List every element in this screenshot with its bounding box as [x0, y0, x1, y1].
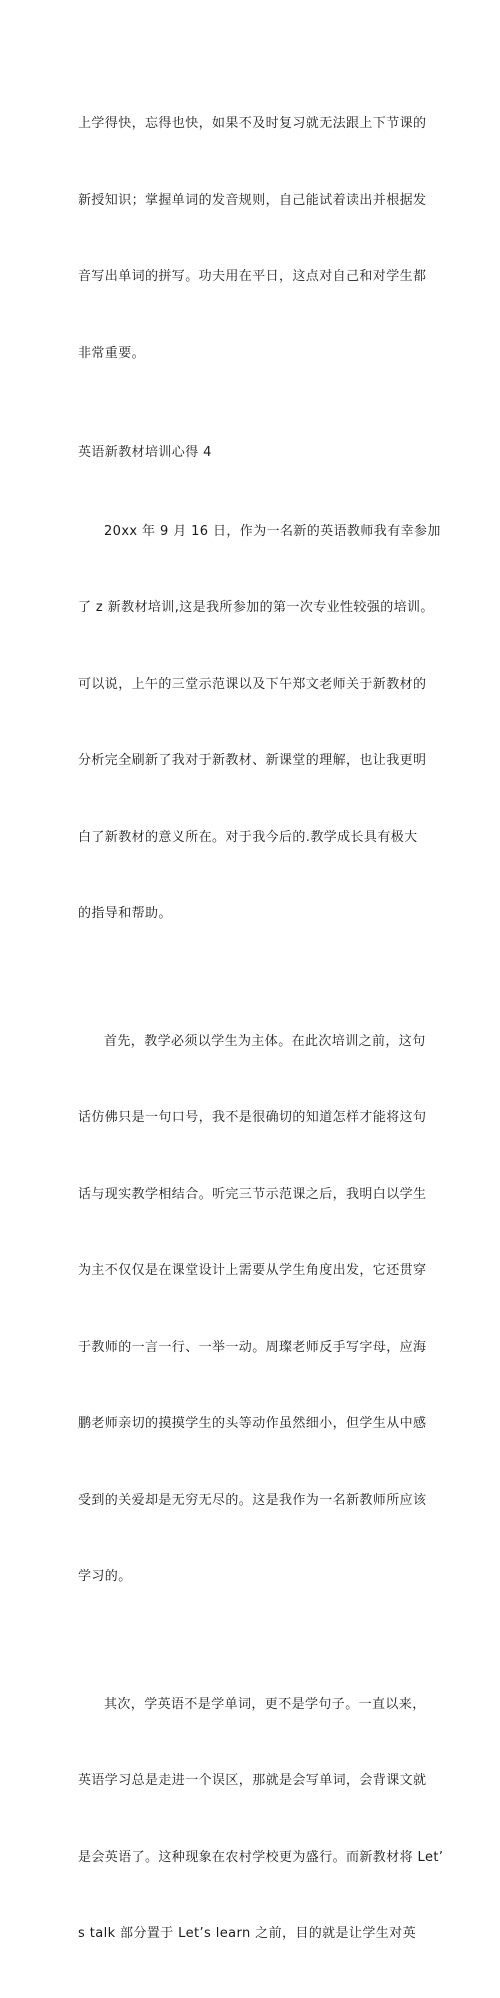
paragraph-1 — [78, 468, 441, 978]
document-body — [78, 60, 444, 1998]
text-line: 受到的关爱却是无穷无尽的。这是我作为一名新教师所应该 — [78, 1492, 427, 1508]
text-line: 了 z 新教材培训,这是我所参加的第一次专业性较强的培训。 — [78, 600, 434, 615]
text-line: 的指导和帮助。 — [78, 906, 172, 921]
text-line: 鹏老师亲切的摸摸学生的头等动作虽然细小，但学生从中感 — [78, 1416, 427, 1431]
text-line: s talk 部分置于 Let’s learn 之前，目的就是让学生对英 — [78, 1926, 416, 1941]
paragraph-3 — [78, 1641, 444, 1998]
text-line: 20xx 年 9 月 16 日，作为一名新的英语教师我有幸参加 — [104, 523, 441, 539]
paragraph-2 — [78, 978, 428, 1641]
text-line: 音写出单词的拼写。功夫用在平日，这点对自己和对学生都 — [78, 269, 427, 284]
text-line: 白了新教材的意义所在。对于我今后的.教学成长具有极大 — [78, 829, 418, 845]
text-line: 分析完全刷新了我对于新教材、新课堂的理解，也让我更明 — [78, 753, 427, 768]
text-line: 可以说，上午的三堂示范课以及下午郑文老师关于新教材的 — [78, 676, 427, 692]
text-line: 首先，教学必须以学生为主体。在此次培训之前，这句 — [104, 1033, 426, 1049]
text-line: 学习的。 — [78, 1569, 132, 1584]
text-line: 话与现实教学相结合。听完三节示范课之后，我明白以学生 — [78, 1186, 427, 1202]
text-line: 新授知识；掌握单词的发音规则，自己能试着读出并根据发 — [78, 192, 427, 208]
text-line: 为主不仅仅是在课堂设计上需要从学生角度出发，它还贯穿 — [78, 1263, 427, 1278]
text-line: 上学得快，忘得也快，如果不及时复习就无法跟上下节课的 — [78, 116, 427, 131]
text-line: 非常重要。 — [78, 345, 146, 361]
text-line: 于教师的一言一行、一举一动。周璨老师反手写字母，应海 — [78, 1339, 427, 1355]
text-line: 其次，学英语不是学单词，更不是学句子。一直以来， — [104, 1696, 426, 1712]
text-line: 英语学习总是走进一个误区，那就是会写单词，会背课文就 — [78, 1773, 427, 1788]
text-line: 话仿佛只是一句口号，我不是很确切的知道怎样才能将这句 — [78, 1110, 427, 1125]
section-title: 英语新教材培训心得 4 — [78, 445, 212, 460]
text-line: 是会英语了。这种现象在农村学校更为盛行。而新教材将 Let’ — [78, 1849, 444, 1865]
intro-paragraph — [78, 60, 428, 417]
